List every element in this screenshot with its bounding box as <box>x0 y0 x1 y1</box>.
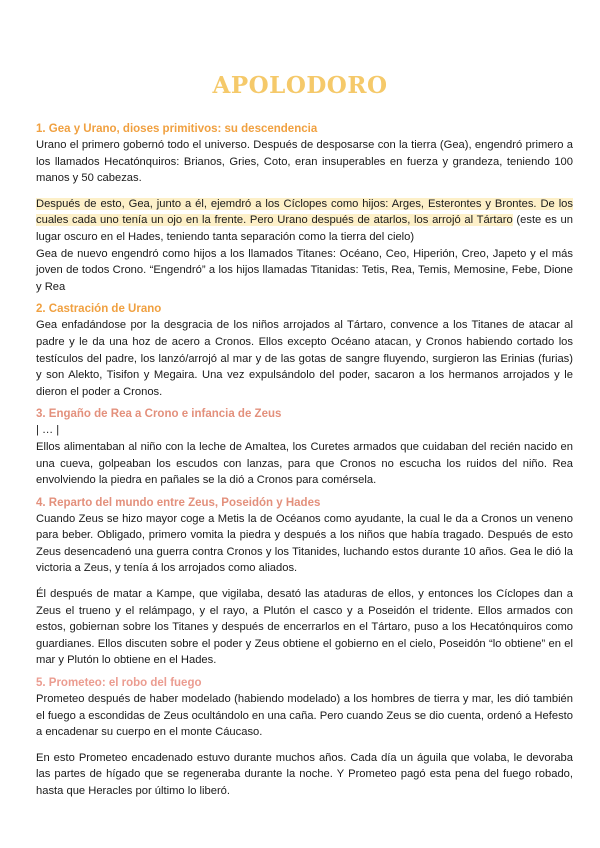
section-5-paragraph-2: En esto Prometeo encadenado estuvo durante muchos años. Cada día un águila que volaba, le devoraba las partes de hígado que se regeneraba durante la noche. Y Prometeo pagó esta pena del fuego robado, hasta que Heracles por último lo liberó. <box>36 751 573 797</box>
section-1-paragraph-3: Gea de nuevo engendró como hijos a los llamados Titanes: Océano, Ceo, Hiperión, Creo, Japeto y el más joven de todos Crono. “Engendró” a los hijos llamadas Titanidas: Tetis, Rea, Temis, Memosine, Febe, Dione y Rea <box>36 247 573 293</box>
document-title: APOLODORO <box>212 72 388 99</box>
section-3-heading: 3. Engaño de Rea a Crono e infancia de Zeus <box>36 408 282 421</box>
section-2-paragraph-1: Gea enfadándose por la desgracia de los niños arrojados al Tártaro, convence a los Titanes de atacar al padre y le da una hoz de acero a Cronos. Ellos excepto Océano atacan, y Cronos habiendo cortado los testículos del padre, los lanzó/arrojó al mar y de las gotas de sangre fluyendo, surgieron las Erinias (furias) y son Alekto, Tisifon y Megaira. Una vez expulsándolo del poder, sacaron a los hermanos arrojados y le dieron el poder a Cronos. <box>36 319 573 398</box>
highlighted-text: Después de esto, Gea, junto a él, ejemdró a los Cíclopes como hijos: Arges, Esterontes y Brontes. De los cuales cada uno tenía un ojo en la frente. Pero Urano después de atarlos, los arrojó al Tártaro <box>36 197 573 227</box>
section-2-heading: 2. Castración de Urano <box>36 303 162 316</box>
section-5-paragraph-1: Prometeo después de haber modelado (habiendo modelado) a los hombres de tierra y mar, les dió también el fuego a escondidas de Zeus ocultándolo en una caña. Pero cuando Zeus se dio cuenta, ordenó a Hefesto a encadenar su cuerpo en el monte Cáucaso. <box>36 693 573 739</box>
section-3-ellipsis: | … | <box>36 424 60 437</box>
section-5-heading: 5. Prometeo: el robo del fuego <box>36 677 202 690</box>
section-4-paragraph-1: Cuando Zeus se hizo mayor coge a Metis la de Océanos como ayudante, la cual le da a Cronos un veneno para beber. Obligado, primero vomita la piedra y después a los niños que había tragado. Después de esto Zeus desencadenó una guerra contra Cronos y los Titanides, luchando estos durante 10 años. Gea le dió la victoria a Zeus, y tenía á los arrojados como aliados. <box>36 512 573 575</box>
section-1-paragraph-1: Urano el primero gobernó todo el universo. Después de desposarse con la tierra (Gea), engendró primero a los llamados Hecatónquiros: Brianos, Gries, Coto, eran insuperables en fuerza y grandeza, teniendo 100 manos y 50 cabezas. <box>36 139 573 185</box>
document-body <box>36 122 573 800</box>
section-1-paragraph-2 <box>36 196 573 246</box>
section-1-heading: 1. Gea y Urano, dioses primitivos: su descendencia <box>36 123 318 135</box>
section-3-paragraph-1: Ellos alimentaban al niño con la leche de Amaltea, los Curetes armados que cuidaban del recién nacido en una cueva, golpeaban los escudos con lanzas, para que Cronos no escucha los ruidos del niño. Rea envolviendo la piedra en pañales se la dió a Cronos para comérsela. <box>36 440 573 487</box>
section-4-heading: 4. Reparto del mundo entre Zeus, Poseidón y Hades <box>36 496 321 509</box>
section-4-paragraph-2: Él después de matar a Kampe, que vigilaba, desató las ataduras de ellos, y entonces los Cíclopes dan a Zeus el trueno y el relámpago, y el rayo, a Plutón el casco y a Poseidón el tridente. Ellos armados con estos, gobiernan sobre los Titanes y después de encerrarlos en el Tártaro, puso a los Hecatónquiros como guardianes. Ellos discuten sobre el poder y Zeus obtiene el gobierno en el cielo, Poseidón “lo obtiene” en el mar y Plutón lo obtiene en el Hades. <box>36 588 573 667</box>
section-1-paragraph-2-tail: (este es un lugar oscuro en el Hades, teniendo tanta separación como la tierra del cielo) <box>36 214 573 243</box>
